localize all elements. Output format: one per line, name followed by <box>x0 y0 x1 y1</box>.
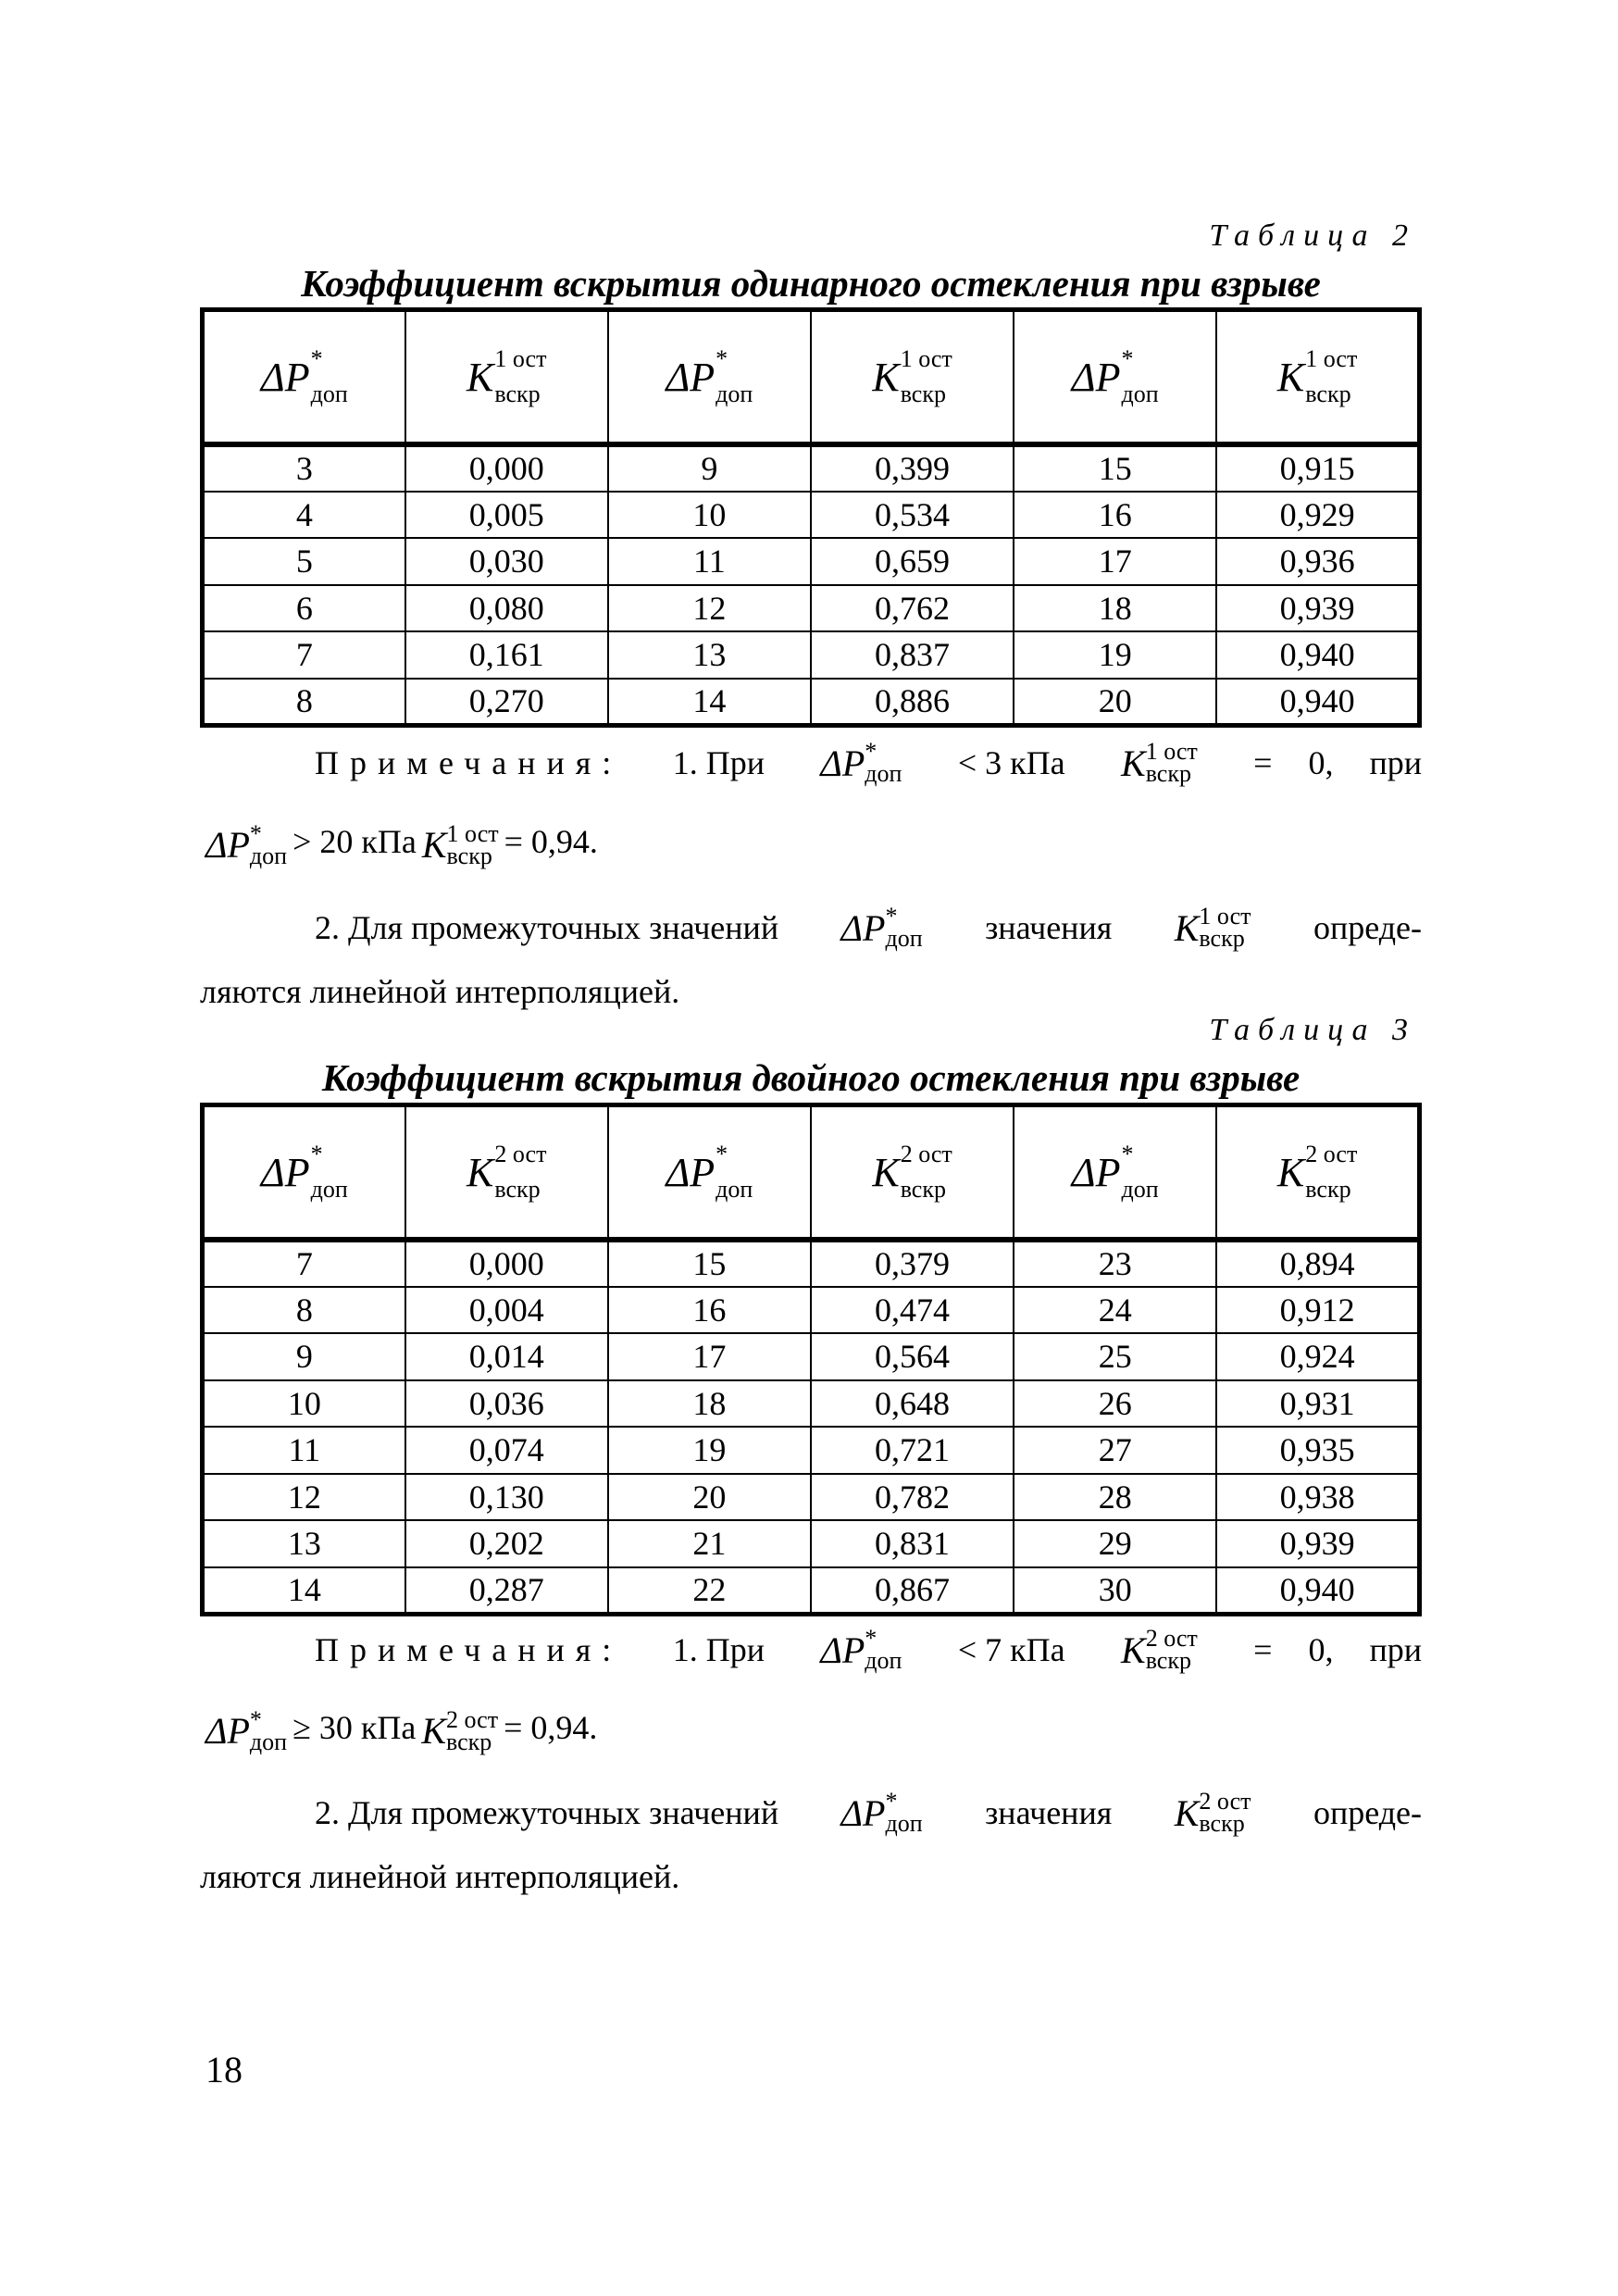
table-row <box>203 1380 1420 1428</box>
coefficient-cell: 0,074 <box>405 1427 608 1474</box>
symbol-main: K <box>1174 1791 1200 1834</box>
coefficient-cell: 0,940 <box>1216 679 1419 726</box>
coefficient-cell: 0,379 <box>811 1240 1014 1287</box>
symbol-sup: 2 ост <box>1305 1141 1358 1167</box>
pressure-cell: 30 <box>1014 1567 1216 1615</box>
note-text: 2. Для промежуточных значений <box>315 909 779 946</box>
symbol-sup: * <box>885 1788 898 1815</box>
coefficient-cell: 0,564 <box>811 1333 1014 1380</box>
coefficient-cell: 0,080 <box>405 585 608 632</box>
note-text: = 0,94. <box>504 823 598 860</box>
pressure-symbol <box>666 345 753 407</box>
symbol-main: ΔP <box>260 354 310 400</box>
pressure-cell: 14 <box>608 679 811 726</box>
symbol-main: K <box>872 354 900 400</box>
table-row <box>203 1333 1420 1380</box>
coefficient-cell: 0,938 <box>1216 1474 1419 1521</box>
coefficient-cell: 0,940 <box>1216 1567 1419 1615</box>
pressure-cell: 17 <box>1014 538 1216 585</box>
symbol-sub: вскр <box>494 1176 541 1203</box>
coefficient-symbol <box>421 819 499 869</box>
pressure-cell: 8 <box>203 1287 405 1334</box>
symbol-sup: 2 ост <box>1199 1788 1251 1815</box>
coefficient-cell: 0,004 <box>405 1287 608 1334</box>
pressure-cell: 10 <box>608 492 811 539</box>
table-row <box>203 1567 1420 1615</box>
header-pressure <box>203 1105 405 1241</box>
symbol-sup: 1 ост <box>494 345 547 372</box>
symbol-sub: вскр <box>900 1176 946 1203</box>
symbol-main: ΔP <box>820 742 865 784</box>
symbol-sub: доп <box>865 760 902 787</box>
header-coefficient <box>811 310 1014 445</box>
table-2-note-2-cont: ляются линейной интерполяцией. <box>200 973 680 1010</box>
coefficient-cell: 0,399 <box>811 444 1014 492</box>
coefficient-cell: 0,782 <box>811 1474 1014 1521</box>
note-text: 1. При <box>672 1631 765 1668</box>
coefficient-cell: 0,648 <box>811 1380 1014 1428</box>
pressure-symbol <box>666 1141 753 1203</box>
symbol-sub: вскр <box>446 842 492 869</box>
table-2-note-2 <box>200 905 1422 950</box>
symbol-sup: 2 ост <box>900 1141 952 1167</box>
pressure-symbol <box>841 905 923 950</box>
symbol-sup: * <box>249 1705 262 1733</box>
pressure-cell: 8 <box>203 679 405 726</box>
symbol-sup: 1 ост <box>446 819 499 847</box>
pressure-symbol <box>1071 1141 1159 1203</box>
symbol-sup: * <box>885 903 898 930</box>
symbol-main: K <box>1174 906 1200 949</box>
symbol-main: K <box>1276 1149 1305 1195</box>
table-row <box>203 444 1420 492</box>
coefficient-cell: 0,014 <box>405 1333 608 1380</box>
coefficient-symbol <box>467 345 547 407</box>
coefficient-symbol <box>872 1141 952 1203</box>
coefficient-cell: 0,894 <box>1216 1240 1419 1287</box>
header-coefficient <box>405 310 608 445</box>
coefficient-cell: 0,939 <box>1216 1520 1419 1567</box>
table-row <box>203 679 1420 726</box>
pressure-cell: 9 <box>608 444 811 492</box>
table-row <box>203 538 1420 585</box>
pressure-symbol <box>205 1705 288 1755</box>
pressure-cell: 19 <box>608 1427 811 1474</box>
symbol-sub: вскр <box>1305 381 1351 407</box>
table-2-note-1 <box>200 738 1422 787</box>
header-coefficient <box>405 1105 608 1241</box>
header-row <box>203 310 1420 445</box>
symbol-sup: 1 ост <box>1145 738 1198 765</box>
header-pressure <box>1014 310 1216 445</box>
pressure-symbol <box>1071 345 1159 407</box>
symbol-sub: вскр <box>1145 1647 1191 1674</box>
table-3-note-1 <box>200 1625 1422 1674</box>
pressure-cell: 29 <box>1014 1520 1216 1567</box>
pressure-cell: 11 <box>203 1427 405 1474</box>
symbol-main: K <box>467 1149 494 1195</box>
pressure-cell: 7 <box>203 1240 405 1287</box>
pressure-cell: 24 <box>1014 1287 1216 1334</box>
table-3-note-2-cont: ляются линейной интерполяцией. <box>200 1858 680 1895</box>
pressure-cell: 5 <box>203 538 405 585</box>
pressure-cell: 4 <box>203 492 405 539</box>
pressure-cell: 14 <box>203 1567 405 1615</box>
pressure-symbol <box>820 1625 902 1674</box>
coefficient-cell: 0,762 <box>811 585 1014 632</box>
symbol-main: K <box>1276 354 1305 400</box>
note-text: < 3 кПа <box>957 744 1065 781</box>
symbol-main: ΔP <box>1071 1149 1121 1195</box>
pressure-cell: 20 <box>608 1474 811 1521</box>
coefficient-cell: 0,924 <box>1216 1333 1419 1380</box>
symbol-sup: 1 ост <box>900 345 952 372</box>
symbol-sub: вскр <box>446 1728 492 1755</box>
header-pressure <box>1014 1105 1216 1241</box>
pressure-cell: 13 <box>608 631 811 679</box>
symbol-sup: * <box>310 345 323 372</box>
pressure-cell: 11 <box>608 538 811 585</box>
coefficient-symbol <box>1276 345 1358 407</box>
pressure-cell: 21 <box>608 1520 811 1567</box>
coefficient-cell: 0,000 <box>405 1240 608 1287</box>
coefficient-cell: 0,929 <box>1216 492 1419 539</box>
symbol-sup: 2 ост <box>446 1705 499 1733</box>
note-text: < 7 кПа <box>957 1631 1065 1668</box>
symbol-main: ΔP <box>840 1791 886 1834</box>
symbol-main: K <box>421 824 447 867</box>
symbol-sub: вскр <box>1199 925 1245 952</box>
note-text: опреде- <box>1313 909 1422 946</box>
header-coefficient <box>811 1105 1014 1241</box>
coefficient-cell: 0,202 <box>405 1520 608 1567</box>
symbol-sup: * <box>865 1625 877 1652</box>
table-3-label: Таблица 3 <box>1209 1013 1416 1047</box>
table-row <box>203 1427 1420 1474</box>
coefficient-cell: 0,935 <box>1216 1427 1419 1474</box>
table-2-label: Таблица 2 <box>1209 218 1416 253</box>
coefficient-symbol <box>1121 1625 1198 1674</box>
symbol-sub: доп <box>310 381 348 407</box>
table-row <box>203 585 1420 632</box>
pressure-cell: 22 <box>608 1567 811 1615</box>
pressure-cell: 27 <box>1014 1427 1216 1474</box>
pressure-cell: 15 <box>1014 444 1216 492</box>
pressure-cell: 26 <box>1014 1380 1216 1428</box>
table-row <box>203 631 1420 679</box>
note-text: значения <box>985 909 1113 946</box>
coefficient-cell: 0,931 <box>1216 1380 1419 1428</box>
coefficient-symbol <box>1276 1141 1358 1203</box>
notes-heading: Примечания: <box>315 744 623 781</box>
pressure-cell: 3 <box>203 444 405 492</box>
symbol-main: ΔP <box>666 354 716 400</box>
symbol-sub: доп <box>249 842 288 869</box>
symbol-sup: * <box>716 345 728 372</box>
symbol-sub: вскр <box>900 381 946 407</box>
symbol-sup: * <box>865 738 877 765</box>
coefficient-cell: 0,831 <box>811 1520 1014 1567</box>
coefficient-symbol <box>1174 1788 1251 1837</box>
pressure-symbol <box>260 345 348 407</box>
symbol-sup: 1 ост <box>1199 903 1251 930</box>
table-row <box>203 1520 1420 1567</box>
table-row <box>203 1474 1420 1521</box>
header-pressure <box>608 1105 811 1241</box>
symbol-main: K <box>467 354 494 400</box>
coefficient-symbol <box>1175 905 1251 950</box>
coefficient-cell: 0,659 <box>811 538 1014 585</box>
coefficient-cell: 0,886 <box>811 679 1014 726</box>
table-row <box>203 1240 1420 1287</box>
note-text: = 0,94. <box>504 1709 598 1746</box>
coefficient-cell: 0,940 <box>1216 631 1419 679</box>
coefficient-cell: 0,936 <box>1216 538 1419 585</box>
note-text: > 20 кПа <box>292 823 417 860</box>
pressure-cell: 28 <box>1014 1474 1216 1521</box>
symbol-sup: * <box>249 819 262 847</box>
table-2-title: Коэффициент вскрытия одинарного остекления при взрыве <box>301 262 1321 305</box>
table-3-title: Коэффициент вскрытия двойного остекления при взрыве <box>321 1056 1301 1099</box>
coefficient-symbol <box>872 345 952 407</box>
symbol-sup: * <box>310 1141 323 1167</box>
coefficient-cell: 0,939 <box>1216 585 1419 632</box>
symbol-main: K <box>1121 1628 1146 1671</box>
symbol-sup: 2 ост <box>1145 1625 1198 1652</box>
coefficient-cell: 0,915 <box>1216 444 1419 492</box>
pressure-cell: 13 <box>203 1520 405 1567</box>
symbol-main: ΔP <box>1071 354 1121 400</box>
symbol-main: ΔP <box>205 824 250 867</box>
table-2 <box>200 307 1422 728</box>
pressure-cell: 7 <box>203 631 405 679</box>
header-row <box>203 1105 1420 1241</box>
coefficient-cell: 0,270 <box>405 679 608 726</box>
pressure-symbol <box>820 738 902 787</box>
note-text: значения <box>985 1794 1113 1831</box>
coefficient-cell: 0,474 <box>811 1287 1014 1334</box>
pressure-cell: 9 <box>203 1333 405 1380</box>
coefficient-cell: 0,005 <box>405 492 608 539</box>
header-coefficient <box>1216 1105 1419 1241</box>
symbol-sup: 2 ост <box>494 1141 547 1167</box>
note-text: 1. При <box>672 744 765 781</box>
pressure-cell: 12 <box>203 1474 405 1521</box>
coefficient-symbol <box>1121 738 1198 787</box>
symbol-sub: вскр <box>1145 760 1191 787</box>
symbol-sub: доп <box>885 1810 923 1837</box>
coefficient-cell: 0,721 <box>811 1427 1014 1474</box>
symbol-sup: 1 ост <box>1305 345 1358 372</box>
symbol-sub: доп <box>1121 381 1159 407</box>
pressure-cell: 17 <box>608 1333 811 1380</box>
page-number: 18 <box>205 2049 243 2090</box>
coefficient-cell: 0,912 <box>1216 1287 1419 1334</box>
pressure-cell: 25 <box>1014 1333 1216 1380</box>
symbol-sub: вскр <box>494 381 541 407</box>
notes-heading: Примечания: <box>315 1631 623 1668</box>
table-2-note-1-cont <box>200 819 1422 869</box>
pressure-cell: 18 <box>608 1380 811 1428</box>
note-text: ≥ 30 кПа <box>292 1709 417 1746</box>
header-coefficient <box>1216 310 1419 445</box>
note-text: опреде- <box>1313 1794 1422 1831</box>
table-3-note-1-cont <box>200 1705 1422 1755</box>
symbol-sub: доп <box>310 1176 348 1203</box>
coefficient-cell: 0,161 <box>405 631 608 679</box>
pressure-cell: 12 <box>608 585 811 632</box>
symbol-sub: доп <box>885 925 923 952</box>
symbol-sup: * <box>1121 1141 1134 1167</box>
symbol-main: ΔP <box>840 906 886 949</box>
pressure-cell: 23 <box>1014 1240 1216 1287</box>
pressure-cell: 6 <box>203 585 405 632</box>
table-3 <box>200 1103 1422 1616</box>
pressure-cell: 18 <box>1014 585 1216 632</box>
note-text: 2. Для промежуточных значений <box>315 1794 779 1831</box>
coefficient-symbol <box>467 1141 547 1203</box>
coefficient-cell: 0,534 <box>811 492 1014 539</box>
pressure-cell: 20 <box>1014 679 1216 726</box>
coefficient-symbol <box>421 1705 499 1755</box>
symbol-sub: доп <box>1121 1176 1159 1203</box>
pressure-symbol <box>205 819 288 869</box>
pressure-cell: 15 <box>608 1240 811 1287</box>
pressure-cell: 19 <box>1014 631 1216 679</box>
pressure-cell: 16 <box>1014 492 1216 539</box>
symbol-sub: доп <box>716 381 753 407</box>
note-text: = 0, при <box>1253 1631 1422 1668</box>
symbol-main: K <box>872 1149 900 1195</box>
symbol-main: ΔP <box>205 1710 250 1753</box>
symbol-sub: доп <box>865 1647 902 1674</box>
symbol-main: ΔP <box>260 1149 310 1195</box>
symbol-sub: вскр <box>1199 1810 1245 1837</box>
symbol-main: K <box>1121 742 1146 784</box>
symbol-sup: * <box>716 1141 728 1167</box>
coefficient-cell: 0,036 <box>405 1380 608 1428</box>
pressure-symbol <box>840 1788 923 1837</box>
pressure-symbol <box>260 1141 348 1203</box>
coefficient-cell: 0,030 <box>405 538 608 585</box>
symbol-main: ΔP <box>666 1149 716 1195</box>
symbol-main: ΔP <box>820 1628 865 1671</box>
coefficient-cell: 0,130 <box>405 1474 608 1521</box>
table-3-note-2 <box>200 1788 1422 1837</box>
symbol-main: K <box>421 1710 446 1753</box>
header-pressure <box>608 310 811 445</box>
coefficient-cell: 0,000 <box>405 444 608 492</box>
symbol-sub: доп <box>716 1176 753 1203</box>
pressure-cell: 10 <box>203 1380 405 1428</box>
symbol-sub: вскр <box>1305 1176 1351 1203</box>
symbol-sup: * <box>1121 345 1134 372</box>
table-row <box>203 492 1420 539</box>
table-row <box>203 1287 1420 1334</box>
pressure-cell: 16 <box>608 1287 811 1334</box>
header-pressure <box>203 310 405 445</box>
coefficient-cell: 0,837 <box>811 631 1014 679</box>
note-text: = 0, при <box>1253 744 1422 781</box>
coefficient-cell: 0,287 <box>405 1567 608 1615</box>
coefficient-cell: 0,867 <box>811 1567 1014 1615</box>
symbol-sub: доп <box>249 1728 288 1755</box>
